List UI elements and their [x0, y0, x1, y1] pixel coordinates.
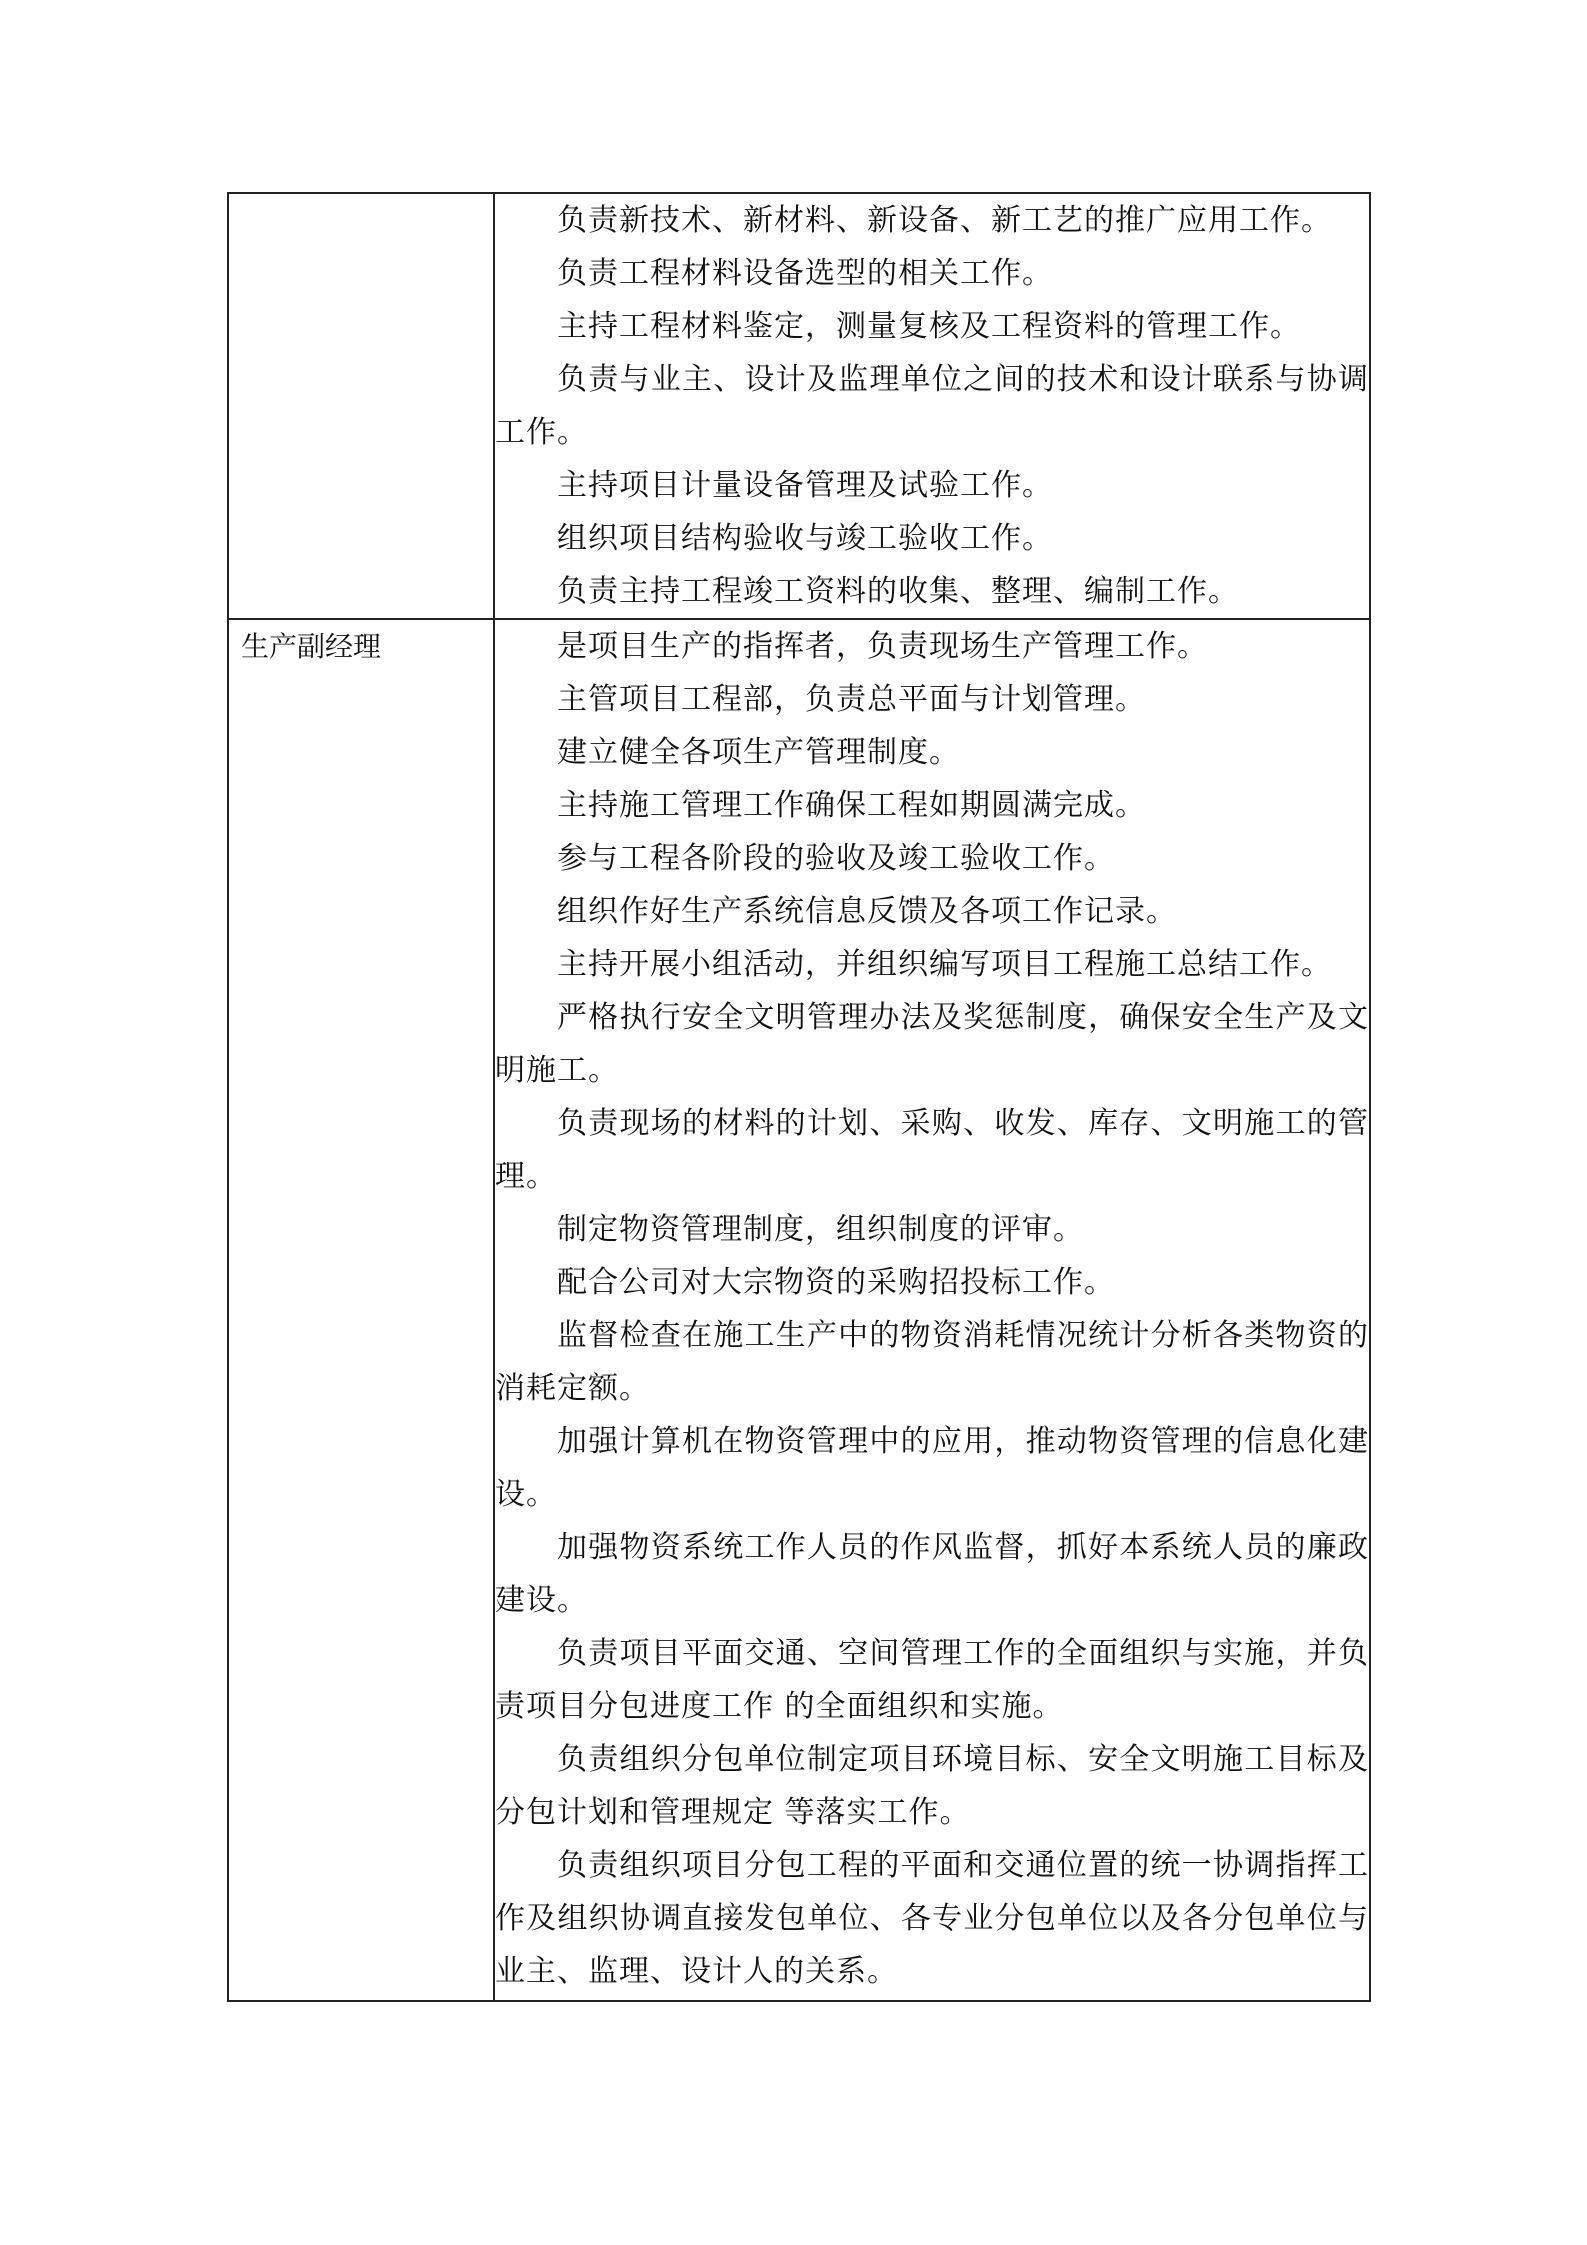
table-row: [228, 619, 1370, 2001]
duty-item: 负责与业主、设计及监理单位之间的技术和设计联系与协调工作。: [495, 362, 1369, 450]
duty-item: 配合公司对大宗物资的采购招投标工作。: [557, 1265, 1115, 1300]
duty-item: 主持项目计量设备管理及试验工作。: [557, 468, 1053, 503]
duty-item: 加强计算机在物资管理中的应用，推动物资管理的信息化建设。: [495, 1424, 1369, 1512]
duty-item: 加强物资系统工作人员的作风监督，抓好本系统人员的廉政建设。: [495, 1530, 1369, 1618]
duty-item: 建立健全各项生产管理制度。: [557, 735, 960, 770]
duty-item: 主管项目工程部，负责总平面与计划管理。: [557, 682, 1146, 717]
duty-item: 参与工程各阶段的验收及竣工验收工作。: [557, 841, 1115, 876]
duty-item: 负责组织分包单位制定项目环境目标、安全文明施工目标及分包计划和管理规定 等落实工作。: [495, 1742, 1369, 1830]
role-cell: [228, 193, 494, 619]
role-cell: [228, 619, 494, 2001]
duty-item: 严格执行安全文明管理办法及奖惩制度，确保安全生产及文明施工。: [495, 1000, 1369, 1088]
duty-item: 主持工程材料鉴定，测量复核及工程资料的管理工作。: [557, 309, 1301, 344]
duties-cell: [494, 619, 1370, 2001]
duty-item: 制定物资管理制度，组织制度的评审。: [557, 1212, 1084, 1247]
duty-item: 负责工程材料设备选型的相关工作。: [557, 256, 1053, 291]
duty-table: [227, 192, 1371, 2002]
duty-item: 组织作好生产系统信息反馈及各项工作记录。: [557, 894, 1177, 929]
duty-item: 负责现场的材料的计划、采购、收发、库存、文明施工的管理。: [495, 1106, 1369, 1194]
duty-item: 主持开展小组活动，并组织编写项目工程施工总结工作。: [557, 947, 1332, 982]
duty-item: 负责组织项目分包工程的平面和交通位置的统一协调指挥工作及组织协调直接发包单位、各专业分包单位以及各分包单位与业主、监理、设计人的关系。: [495, 1848, 1369, 1989]
role-label: 生产副经理: [241, 630, 382, 663]
table-row: [228, 193, 1370, 619]
duties-cell: [494, 193, 1370, 619]
duty-item: 监督检查在施工生产中的物资消耗情况统计分析各类物资的消耗定额。: [495, 1318, 1369, 1406]
duty-item: 负责主持工程竣工资料的收集、整理、编制工作。: [557, 574, 1239, 609]
duty-item: 负责新技术、新材料、新设备、新工艺的推广应用工作。: [557, 203, 1332, 238]
duty-item: 负责项目平面交通、空间管理工作的全面组织与实施，并负责项目分包进度工作 的全面组织和实施。: [495, 1636, 1369, 1724]
duty-item: 主持施工管理工作确保工程如期圆满完成。: [557, 788, 1146, 823]
duty-item: 组织项目结构验收与竣工验收工作。: [557, 521, 1053, 556]
duty-item: 是项目生产的指挥者，负责现场生产管理工作。: [557, 629, 1208, 664]
